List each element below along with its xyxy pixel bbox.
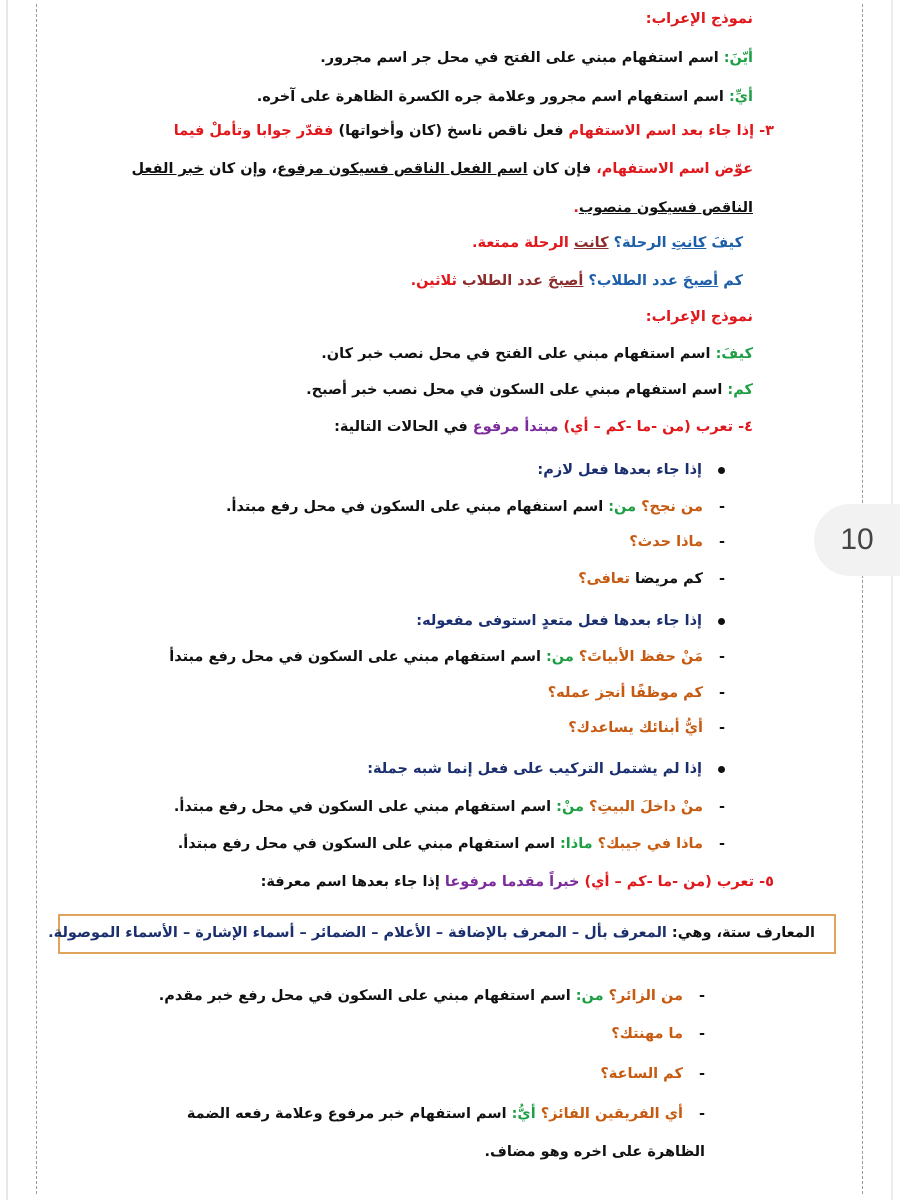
dash-marker: -	[718, 799, 725, 815]
text-line-22	[174, 796, 725, 818]
dash-marker: -	[698, 1106, 705, 1122]
text-segment: الرحلة؟	[613, 235, 672, 251]
bullet-icon	[718, 766, 725, 773]
text-segment: خبراً مقدما مرفوعا	[444, 874, 580, 890]
text-segment: ٣- إذا جاء بعد اسم الاستفهام	[568, 123, 774, 139]
text-segment: من نجح؟	[641, 499, 703, 515]
text-segment: الرحلة ممتعة.	[472, 235, 574, 251]
text-segment: تعافى؟	[578, 571, 630, 587]
page-number-badge	[814, 504, 900, 576]
dash-marker: -	[718, 649, 725, 665]
text-segment: كم:	[727, 382, 753, 398]
text-segment: أيِّ:	[728, 89, 753, 105]
text-line-17	[416, 610, 725, 632]
bullet-icon	[718, 618, 725, 625]
text-segment: أيُّ أبنائك يساعدك؟	[568, 720, 703, 736]
text-segment: اسم استفهام مبني على الفتح في محل نصب خبر كان.	[321, 346, 716, 362]
text-line-25	[48, 922, 815, 944]
text-segment: ماذا في جيبك؟	[597, 836, 703, 852]
text-line-4	[174, 120, 774, 142]
text-line-15	[629, 531, 725, 553]
text-segment: ٤- تعرب (من -ما -كم – أي)	[558, 419, 753, 435]
text-segment: عوّض اسم الاستفهام،	[596, 161, 753, 177]
text-segment: ماذا حدث؟	[629, 534, 703, 550]
text-segment: ما مهنتك؟	[611, 1026, 683, 1042]
text-segment: أصبحَ	[548, 273, 584, 289]
text-line-10	[321, 343, 753, 365]
text-line-9	[646, 306, 753, 328]
text-segment: كانتِ	[671, 235, 707, 251]
text-line-12	[334, 416, 753, 438]
text-segment: ، وإن كان	[203, 161, 278, 177]
text-line-26	[159, 985, 705, 1007]
text-segment: الناقص فسيكون منصوب	[578, 200, 753, 216]
dash-marker: -	[718, 836, 725, 852]
left-edge-shadow	[6, 0, 8, 1200]
text-line-14	[226, 496, 725, 518]
text-line-19	[548, 682, 725, 704]
text-segment: عدد الطلاب	[457, 273, 548, 289]
text-segment: فقدّر جوابا وتأملْ فيما	[173, 123, 334, 139]
text-segment: نموذج الإعراب:	[645, 11, 753, 27]
text-segment: من الزائر؟	[608, 988, 683, 1004]
text-segment: إذا جاء بعدها اسم معرفة:	[260, 874, 445, 890]
text-segment: إذا لم يشتمل التركيب على فعل إنما شبه جملة:	[367, 761, 702, 777]
dash-marker: -	[718, 534, 725, 550]
text-segment: فإن كان	[527, 161, 597, 177]
text-segment: من:	[608, 499, 642, 515]
text-segment: في الحالات التالية:	[334, 419, 473, 435]
text-segment: أصبحَ	[682, 273, 719, 289]
text-line-5	[131, 158, 753, 180]
text-line-2	[320, 47, 753, 69]
text-segment: ٥- تعرب (من -ما -كم – أي)	[579, 874, 774, 890]
text-line-3	[257, 86, 753, 108]
text-segment: اسم استفهام مبني على السكون في محل رفع مبتدأ.	[225, 499, 609, 515]
text-segment: من:	[546, 649, 579, 665]
text-segment: المعارف ستة، وهي:	[666, 925, 815, 941]
text-line-30	[484, 1141, 705, 1163]
text-line-28	[600, 1063, 705, 1085]
text-segment: المعرف بأل – المعرف بالإضافة – الأعلام – الضمائر – أسماء الإشارة – الأسماء الموصولة.	[48, 925, 667, 941]
text-line-7	[472, 232, 743, 254]
bullet-icon	[718, 467, 725, 474]
text-segment: كم الساعة؟	[600, 1066, 683, 1082]
text-line-21	[367, 758, 725, 780]
dash-marker: -	[718, 499, 725, 515]
text-line-18	[169, 646, 725, 668]
text-line-20	[568, 717, 725, 739]
text-line-27	[611, 1023, 705, 1045]
text-segment: نموذج الإعراب:	[645, 309, 753, 325]
text-line-23	[178, 833, 725, 855]
text-segment: اسم استفهام مبني على السكون في محل رفع مبتدأ.	[173, 799, 557, 815]
text-line-13	[537, 459, 725, 481]
text-segment: إذا جاء بعدها فعل لازم:	[537, 462, 702, 478]
page-number: 10	[840, 523, 874, 556]
text-segment: خبر الفعل	[131, 161, 204, 177]
text-segment: عدد الطلاب؟	[588, 273, 683, 289]
text-line-6	[573, 197, 753, 219]
text-segment: اسم استفهام مبني على السكون في محل رفع مبتدأ.	[177, 836, 560, 852]
dash-marker: -	[698, 1026, 705, 1042]
page-frame	[36, 4, 863, 1194]
text-segment: كانت	[573, 235, 609, 251]
text-segment: منْ داخلَ البيتِ؟	[589, 799, 703, 815]
text-line-11	[306, 379, 753, 401]
text-segment: أيُّ:	[511, 1106, 541, 1122]
text-segment: ماذا:	[559, 836, 598, 852]
text-segment: اسم استفهام اسم مجرور وعلامة جره الكسرة الظاهرة على آخره.	[256, 89, 729, 105]
dash-marker: -	[718, 571, 725, 587]
dash-marker: -	[698, 988, 705, 1004]
text-line-8	[411, 270, 743, 292]
text-line-16	[578, 568, 725, 590]
text-segment: اسم استفهام خبر مرفوع وعلامة رفعه الضمة	[186, 1106, 512, 1122]
text-segment: أيّنَ:	[723, 50, 753, 66]
dash-marker: -	[718, 685, 725, 701]
text-line-1	[646, 8, 753, 30]
text-segment: اسم الفعل الناقص فسيكون مرفوع	[277, 161, 528, 177]
text-segment: كم مريضا	[629, 571, 703, 587]
text-segment: اسم استفهام مبني على السكون في محل رفع مبتدأ	[169, 649, 546, 665]
text-segment: اسم استفهام مبني على السكون في محل رفع خبر مقدم.	[158, 988, 576, 1004]
text-line-24	[261, 871, 774, 893]
text-segment: أي الفريقين الفائز؟	[540, 1106, 683, 1122]
text-segment: كم	[718, 273, 743, 289]
text-segment: كيفَ:	[715, 346, 753, 362]
text-line-29	[187, 1103, 705, 1125]
text-segment: اسم استفهام مبني على السكون في محل نصب خبر أصبح.	[306, 382, 728, 398]
text-segment: من:	[575, 988, 609, 1004]
text-segment: فعل ناقص ناسخ (كان وأخواتها)	[333, 123, 569, 139]
text-segment: مبتدأ مرفوع	[472, 419, 559, 435]
text-segment: كيفَ	[706, 235, 743, 251]
text-segment: إذا جاء بعدها فعل متعدٍ استوفى مفعوله:	[416, 613, 702, 629]
right-edge-shadow	[891, 0, 893, 1200]
text-segment: مَنْ حفظ الأبياتَ؟	[578, 649, 703, 665]
text-segment: ثلاثين.	[410, 273, 457, 289]
text-segment: الظاهرة على اخره وهو مضاف.	[484, 1144, 705, 1160]
text-segment: .	[573, 200, 579, 216]
dash-marker: -	[718, 720, 725, 736]
text-segment: كم موظفًا أنجز عمله؟	[547, 685, 703, 701]
text-segment: منْ:	[556, 799, 590, 815]
text-segment: اسم استفهام مبني على الفتح في محل جر اسم مجرور.	[320, 50, 724, 66]
dash-marker: -	[698, 1066, 705, 1082]
